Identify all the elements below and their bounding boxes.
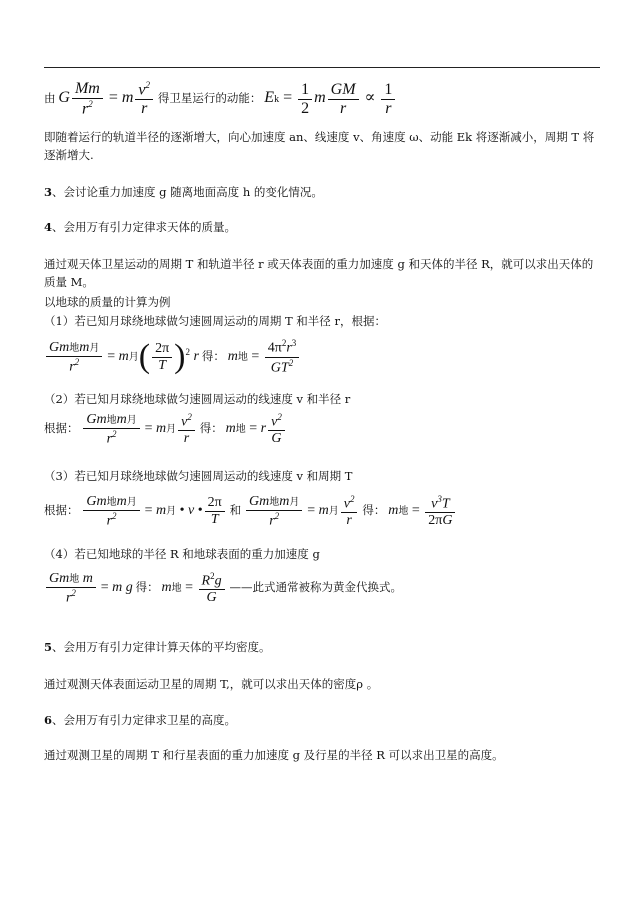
formula-case-1: $\frac{\text{Gm地m月}}{r^2}$ = m月( $\frac{2\pi}{T}$ )$^2$ r 得： m地 = $\frac{4\pi^2r^3}{GT^2}$ bbox=[44, 338, 301, 376]
item-6: 6、会用万有引力定律求卫星的高度。 bbox=[44, 713, 237, 727]
formula-case-3: 根据： $\frac{\text{Gm地m月}}{r^2}$ = m月 • v • $\frac{2\pi}{T}$ 和 $\frac{\text{Gm地m月}}{r^2}$ = m月 $\frac{v^2}{r}$ 得： m地 = $\frac{v^3T}{2\pi G}$ bbox=[44, 493, 457, 530]
case-1-text: （1）若已知月球绕地球做匀速圆周运动的周期 T 和半径 r，根据： bbox=[44, 314, 386, 328]
formula-case-4: $\frac{\text{Gm地 m}}{r^2}$ = m g 得： m地 = $\frac{R^2g}{G}$ ——此式通常被称为黄金代换式。 bbox=[44, 570, 402, 607]
formula-kinetic-energy: 由 G $\frac{Mm}{r^2}$ = m $\frac{v^2}{r}$ 得卫星运行的动能： Ek = $\frac{1}{2}$ m $\frac{GM}{r}$ ∝ $\frac{1}{r}$ bbox=[44, 80, 397, 118]
example-heading: 以地球的质量的计算为例 bbox=[44, 295, 171, 309]
item-5: 5、会用万有引力定律计算天体的平均密度。 bbox=[44, 640, 271, 654]
case-2-text: （2）若已知月球绕地球做匀速圆周运动的线速度 v 和半径 r bbox=[44, 392, 351, 406]
height-paragraph: 通过观测卫星的周期 T 和行星表面的重力加速度 g 及行星的半径 R 可以求出卫星的高度。 bbox=[44, 748, 504, 762]
formula-case-2: 根据： $\frac{\text{Gm地m月}}{r^2}$ = m月 $\frac{v^2}{r}$ 得： m地 = r $\frac{v^2}{G}$ bbox=[44, 411, 287, 448]
header-rule bbox=[44, 67, 600, 68]
item-3: 3、会讨论重力加速度 g 随离地面高度 h 的变化情况。 bbox=[44, 185, 323, 199]
trend-paragraph: 即随着运行的轨道半径的逐渐增大，向心加速度 an、线速度 v、角速度 ω、动能 Ek 将逐渐减小，周期 T 将逐渐增大. bbox=[44, 130, 595, 162]
item-4: 4、会用万有引力定律求天体的质量。 bbox=[44, 220, 237, 234]
case-3-text: （3）若已知月球绕地球做匀速圆周运动的线速度 v 和周期 T bbox=[44, 469, 353, 483]
case-4-text: （4）若已知地球的半径 R 和地球表面的重力加速度 g bbox=[44, 547, 320, 561]
mass-paragraph: 通过观天体卫星运动的周期 T 和轨道半径 r 或天体表面的重力加速度 g 和天体的半径 R，就可以求出天体的质量 M。 bbox=[44, 257, 594, 289]
density-paragraph: 通过观测天体表面运动卫星的周期 T,，就可以求出天体的密度ρ 。 bbox=[44, 677, 379, 691]
